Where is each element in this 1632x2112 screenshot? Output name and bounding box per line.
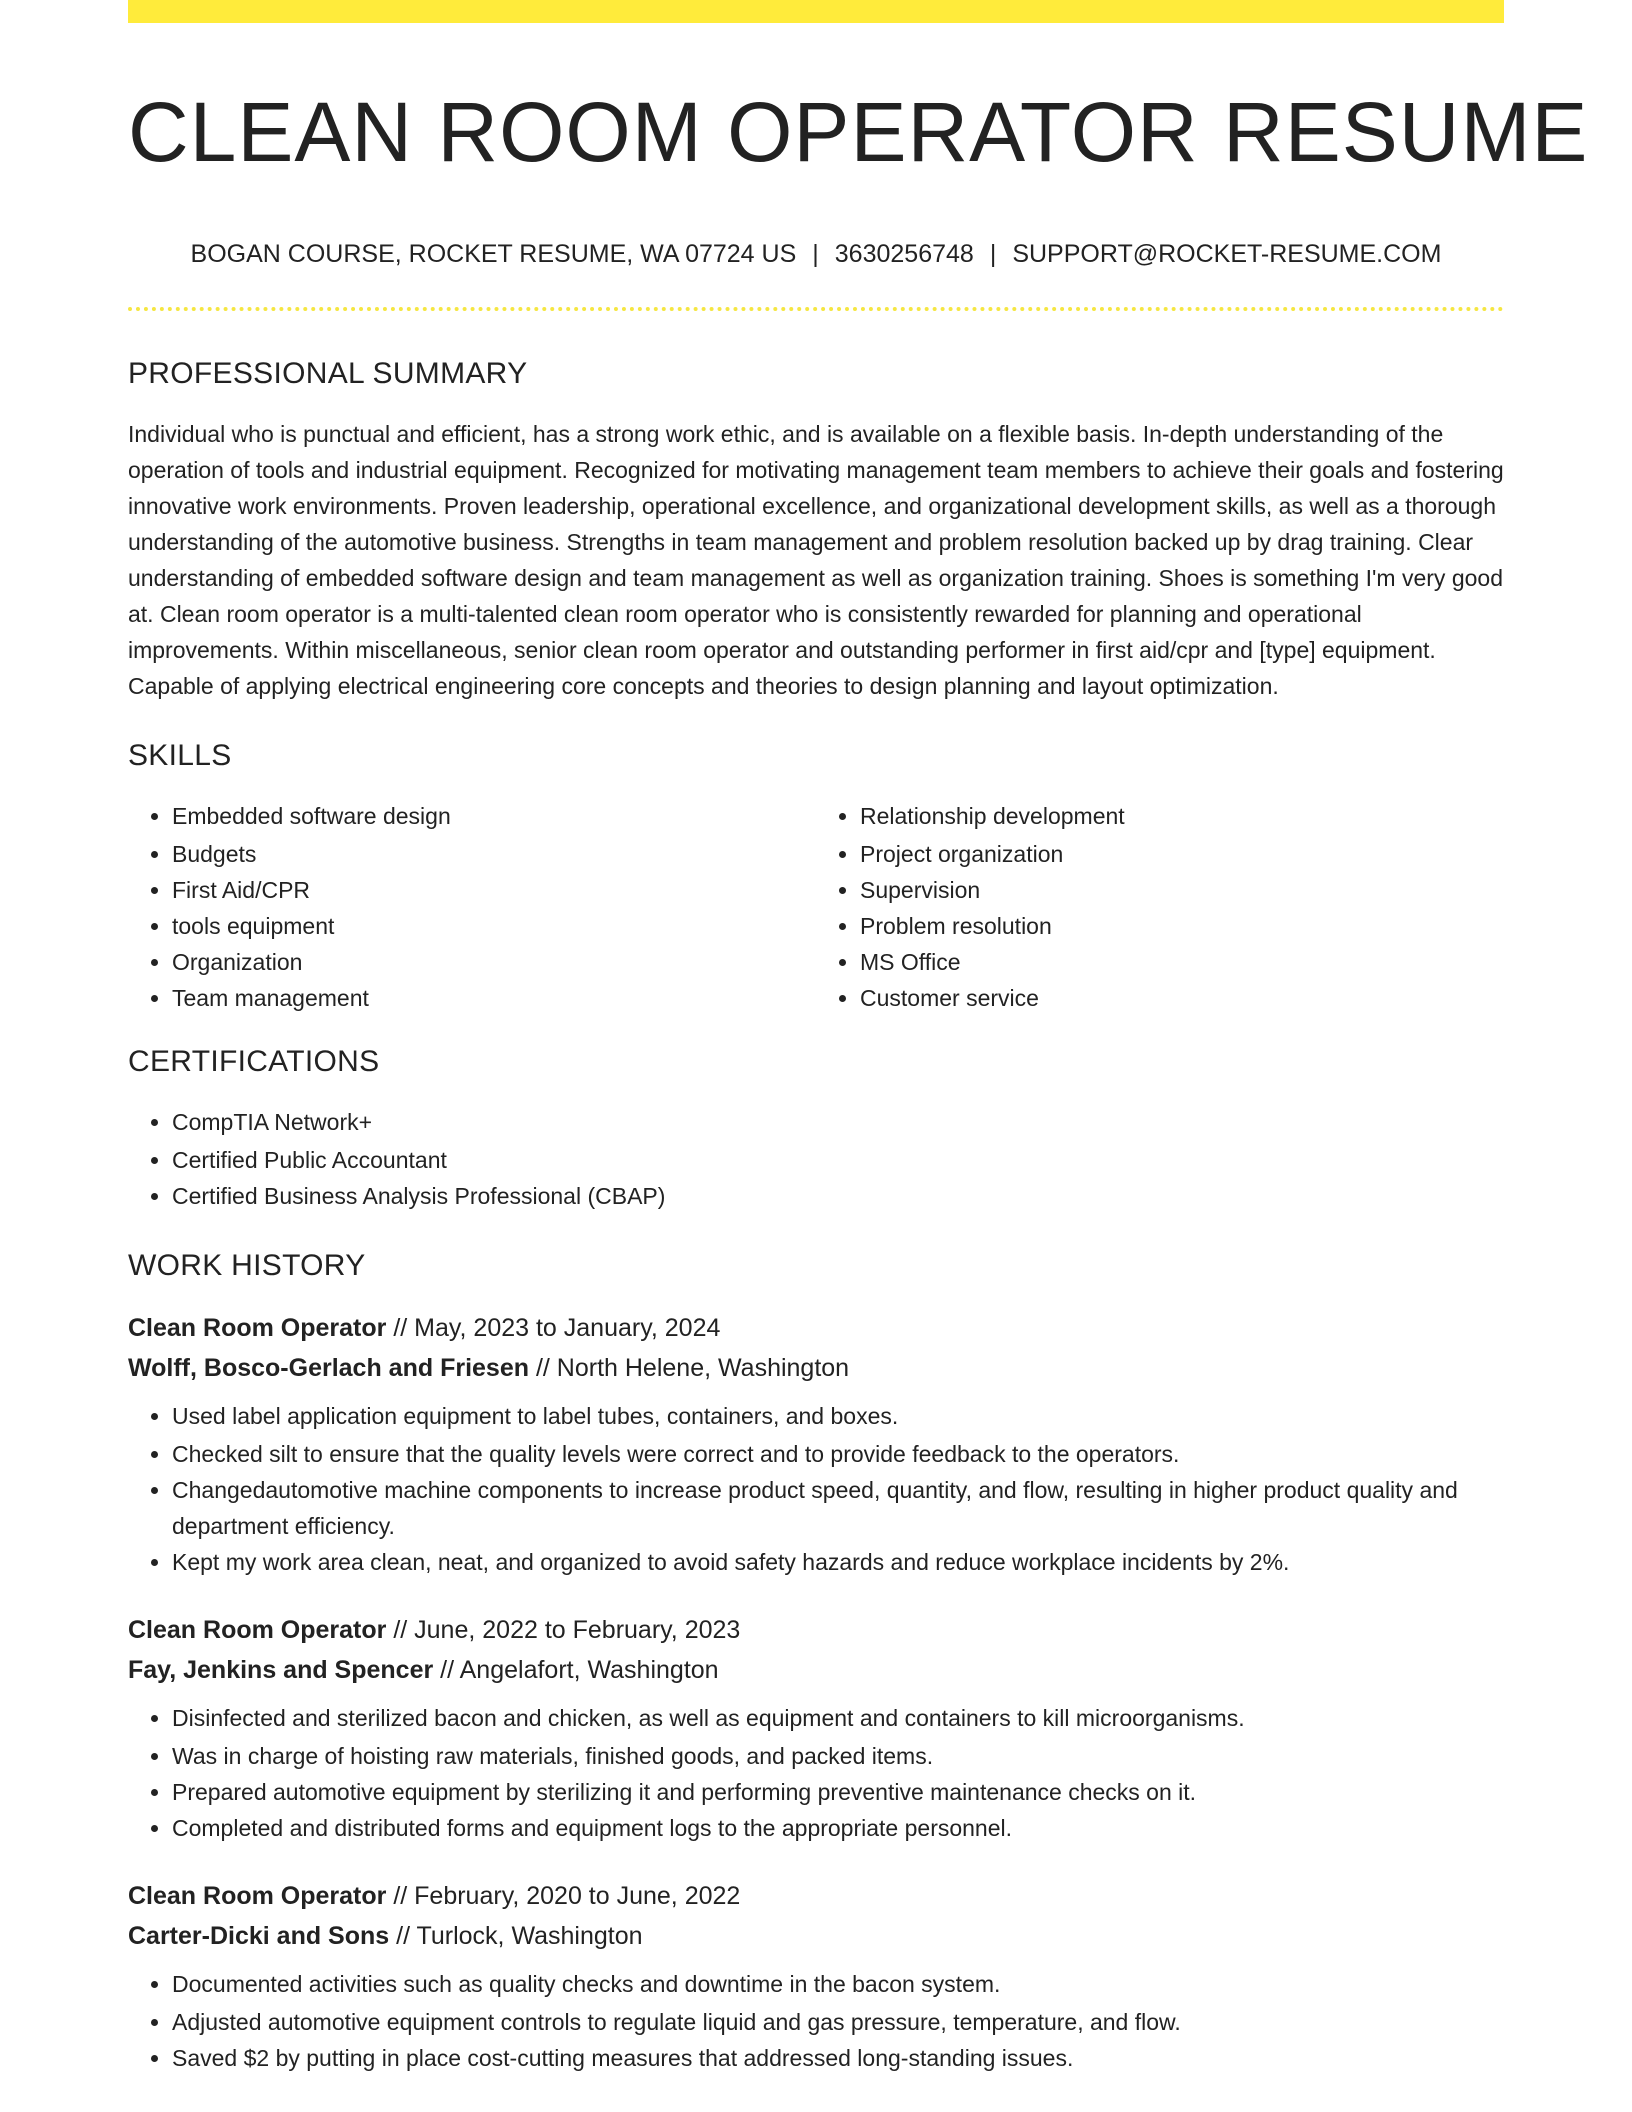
job-duty: • Disinfected and sterilized bacon and chicken, as well as equipment and containers to kill microorganisms. bbox=[172, 1700, 1504, 1736]
job-duty: • Prepared automotive equipment by sterilizing it and performing preventive maintenance checks on it. bbox=[172, 1774, 1504, 1810]
job-dates: // May, 2023 to January, 2024 bbox=[386, 1314, 721, 1342]
job-role: Clean Room Operator bbox=[128, 1882, 387, 1910]
resume-page bbox=[128, 0, 1589, 2112]
accent-bar bbox=[128, 0, 1504, 23]
skill-item: • Project organization bbox=[860, 836, 1504, 872]
job-duty: • Documented activities such as quality checks and downtime in the bacon system. bbox=[172, 1966, 1504, 2002]
skill-item: • Supervision bbox=[860, 872, 1504, 908]
job-entry bbox=[128, 1308, 1504, 1580]
skill-item: • Organization bbox=[172, 944, 816, 980]
summary-heading: PROFESSIONAL SUMMARY bbox=[128, 357, 528, 390]
work-history-heading: WORK HISTORY bbox=[128, 1249, 366, 1282]
job-role: Clean Room Operator bbox=[128, 1616, 387, 1644]
job-title-line bbox=[128, 1610, 1504, 1650]
certifications-section bbox=[128, 1040, 1504, 1214]
job-company: Fay, Jenkins and Spencer bbox=[128, 1656, 434, 1684]
certification-item: • Certified Public Accountant bbox=[172, 1142, 1504, 1178]
dotted-divider bbox=[128, 307, 1504, 311]
skills-section bbox=[128, 734, 1504, 1016]
job-location: // Turlock, Washington bbox=[389, 1922, 643, 1950]
certifications-heading: CERTIFICATIONS bbox=[128, 1045, 380, 1078]
summary-section bbox=[128, 352, 1504, 704]
resume-content bbox=[128, 352, 1504, 2106]
job-dates: // February, 2020 to June, 2022 bbox=[386, 1882, 741, 1910]
skills-heading: SKILLS bbox=[128, 739, 232, 772]
job-entry bbox=[128, 1610, 1504, 1846]
job-title-line bbox=[128, 1876, 1504, 1916]
certifications-list bbox=[128, 1104, 1504, 1214]
job-company-line bbox=[128, 1916, 1504, 1956]
job-duty: • Completed and distributed forms and equipment logs to the appropriate personnel. bbox=[172, 1810, 1504, 1846]
skill-item: • MS Office bbox=[860, 944, 1504, 980]
summary-text: Individual who is punctual and efficient, has a strong work ethic, and is available on a flexible basis. In-depth understanding of the operation of tools and industrial equipment. Recognized for motivating management team members to achieve their goals and fostering innovative work environments. Proven leadership, operational excellence, and organizational development skills, as well as a thorough understanding of the automotive business. Strengths in team management and problem resolution backed up by drag training. Clear understanding of embedded software design and team management as well as organization training. Shoes is something I'm very good at. Clean room operator is a multi-talented clean room operator who is consistently rewarded for planning and operational improvements. Within miscellaneous, senior clean room operator and outstanding performer in first aid/cpr and [type] equipment. Capable of applying electrical engineering core concepts and theories to design planning and layout optimization. bbox=[128, 421, 1504, 699]
certification-item: • CompTIA Network+ bbox=[172, 1104, 1504, 1140]
skill-item: • Embedded software design bbox=[172, 798, 816, 834]
job-duty: • Kept my work area clean, neat, and organized to avoid safety hazards and reduce workplace incidents by 2%. bbox=[172, 1544, 1504, 1580]
contact-email[interactable]: SUPPORT@ROCKET-RESUME.COM bbox=[1012, 240, 1442, 268]
skill-item: • Relationship development bbox=[860, 798, 1504, 834]
job-duty: • Changedautomotive machine components to increase product speed, quantity, and flow, resulting in higher product quality and department efficiency. bbox=[172, 1472, 1504, 1544]
job-entry bbox=[128, 1876, 1504, 2076]
skill-item: • Budgets bbox=[172, 836, 816, 872]
skills-columns bbox=[128, 798, 1504, 1016]
job-duties bbox=[128, 1700, 1504, 1846]
contact-phone: 3630256748 bbox=[834, 240, 974, 268]
job-duty: • Used label application equipment to label tubes, containers, and boxes. bbox=[172, 1398, 1504, 1434]
job-duty: • Checked silt to ensure that the quality levels were correct and to provide feedback to the operators. bbox=[172, 1436, 1504, 1472]
job-duties bbox=[128, 1398, 1504, 1580]
certification-item: • Certified Business Analysis Professional (CBAP) bbox=[172, 1178, 1504, 1214]
skills-list-left bbox=[128, 798, 816, 1016]
skill-item: • First Aid/CPR bbox=[172, 872, 816, 908]
contact-address: BOGAN COURSE, ROCKET RESUME, WA 07724 US bbox=[190, 240, 797, 268]
contact-line bbox=[128, 237, 1504, 271]
contact-separator: | bbox=[812, 240, 819, 268]
job-role: Clean Room Operator bbox=[128, 1314, 387, 1342]
skill-item: • tools equipment bbox=[172, 908, 816, 944]
skill-item: • Problem resolution bbox=[860, 908, 1504, 944]
job-dates: // June, 2022 to February, 2023 bbox=[386, 1616, 741, 1644]
job-duty: • Saved $2 by putting in place cost-cutting measures that addressed long-standing issues. bbox=[172, 2040, 1504, 2076]
resume-title: CLEAN ROOM OPERATOR RESUME bbox=[128, 85, 1589, 179]
skill-item: • Team management bbox=[172, 980, 816, 1016]
job-company-line bbox=[128, 1650, 1504, 1690]
work-history-section bbox=[128, 1244, 1504, 2076]
job-company: Wolff, Bosco-Gerlach and Friesen bbox=[128, 1354, 530, 1382]
job-duty: • Adjusted automotive equipment controls to regulate liquid and gas pressure, temperature, and flow. bbox=[172, 2004, 1504, 2040]
job-duties bbox=[128, 1966, 1504, 2076]
contact-separator: | bbox=[989, 240, 997, 268]
job-location: // North Helene, Washington bbox=[529, 1354, 850, 1382]
job-company-line bbox=[128, 1348, 1504, 1388]
job-location: // Angelafort, Washington bbox=[433, 1656, 719, 1684]
job-duty: • Was in charge of hoisting raw materials, finished goods, and packed items. bbox=[172, 1738, 1504, 1774]
skills-list-right bbox=[816, 798, 1504, 1016]
job-company: Carter-Dicki and Sons bbox=[128, 1922, 390, 1950]
job-title-line bbox=[128, 1308, 1504, 1348]
skill-item: • Customer service bbox=[860, 980, 1504, 1016]
